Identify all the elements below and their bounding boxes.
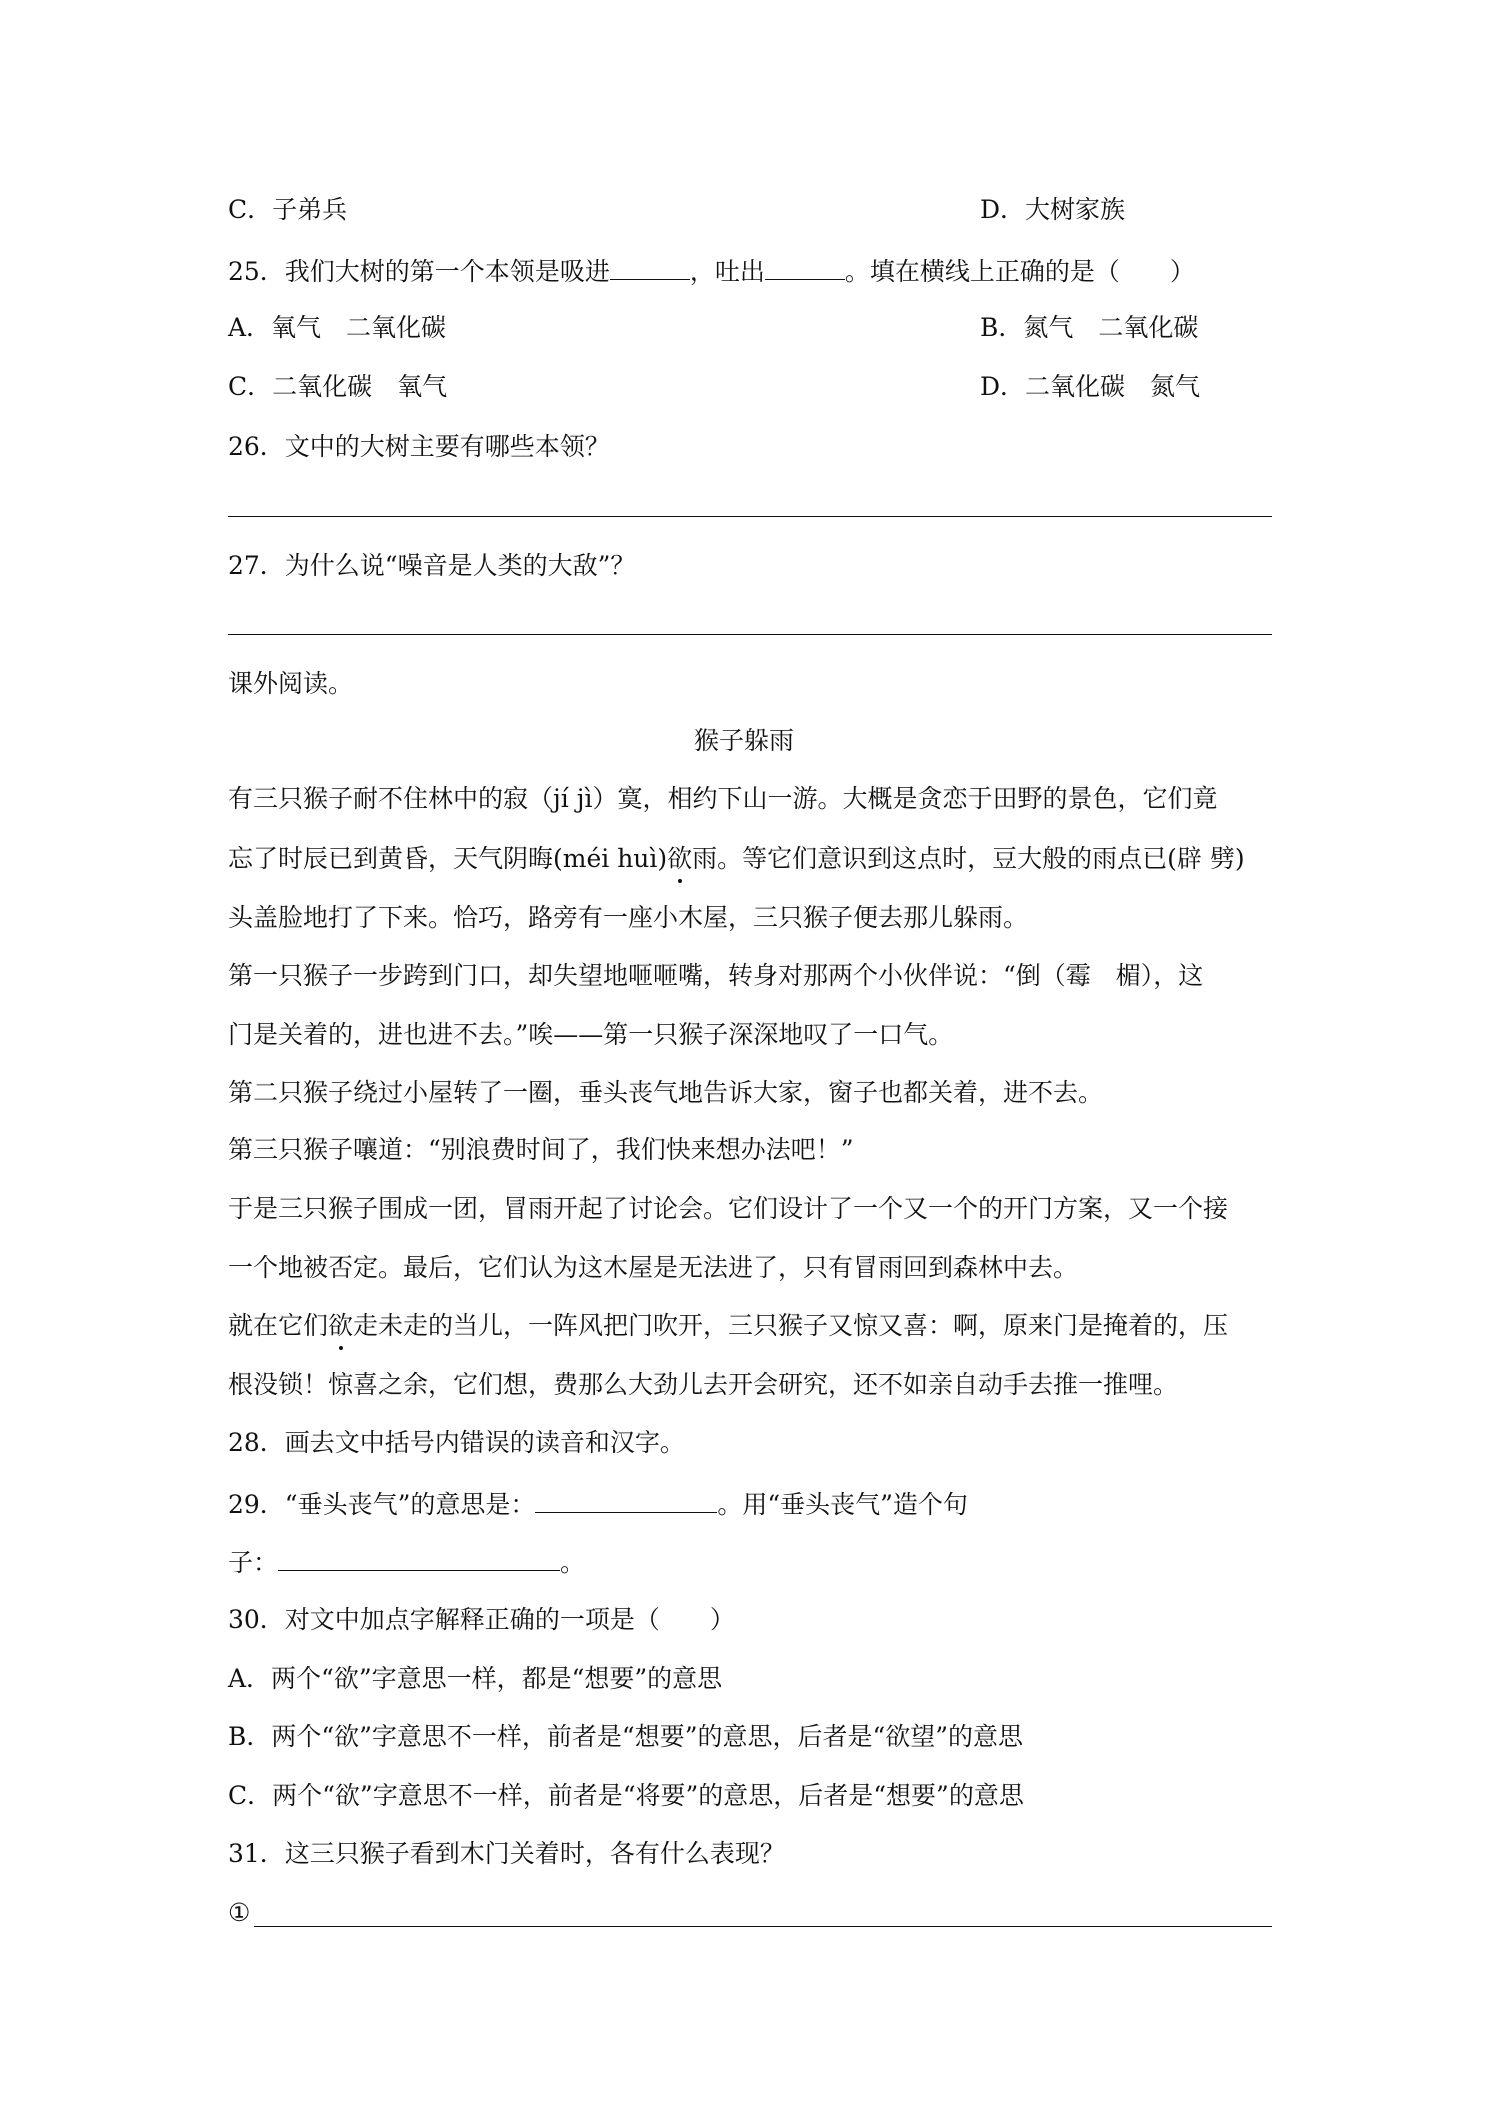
dotted-char-2: 欲 (328, 1311, 354, 1340)
q29-blank-sentence[interactable] (278, 1544, 560, 1571)
passage-line-1: 有三只猴子耐不住林中的寂（jí jì）寞，相约下山一游。大概是贪恋于田野的景色，它们竟 (228, 784, 1218, 813)
passage-line-5: 门是关着的，进也进不去。”唉——第一只猴子深深地叹了一口气。 (228, 1020, 954, 1049)
q30-option-b[interactable]: B．两个“欲”字意思不一样，前者是“想要”的意思，后者是“欲望”的意思 (228, 1722, 1024, 1751)
q24-option-d[interactable]: D．大树家族 (980, 195, 1126, 224)
q31-stem: 31．这三只猴子看到木门关着时，各有什么表现？ (228, 1839, 785, 1868)
q24-options-row (228, 194, 1126, 226)
q25-options-row-2 (228, 371, 1201, 403)
q29-stem-part-a: 29．“垂头丧气”的意思是： (228, 1490, 536, 1519)
q25-option-b[interactable]: B．氮气 二氧化碳 (980, 313, 1199, 342)
q29-stem-part-c: 子： (228, 1548, 279, 1577)
section-label: 课外阅读。 (228, 669, 354, 698)
q29-blank-meaning[interactable] (535, 1486, 717, 1513)
q31-answer-1-marker: ① (228, 1898, 251, 1927)
q30-option-a[interactable]: A．两个“欲”字意思一样，都是“想要”的意思 (228, 1664, 723, 1693)
q29-sentence-row (228, 1544, 585, 1579)
q29-stem (228, 1486, 968, 1521)
q26-stem: 26．文中的大树主要有哪些本领？ (228, 432, 610, 461)
passage-line-10-a: 就在它们 (228, 1311, 329, 1340)
passage-line-9: 一个地被否定。最后，它们认为这木屋是无法进了，只有冒雨回到森林中去。 (228, 1253, 1079, 1282)
passage-line-10 (228, 1310, 1228, 1342)
passage-line-2-b: 雨。等它们意识到这点时，豆大般的雨点已(辟 劈) (692, 844, 1245, 873)
q25-stem-part-b: ，吐出 (689, 257, 765, 286)
q30-option-c[interactable]: C．两个“欲”字意思不一样，前者是“将要”的意思，后者是“想要”的意思 (228, 1781, 1024, 1810)
passage-line-2-a: 忘了时辰已到黄昏，天气阴晦(méi huì) (228, 844, 668, 873)
passage-line-3: 头盖脸地打了下来。恰巧，路旁有一座小木屋，三只猴子便去那儿躲雨。 (228, 903, 1029, 932)
q30-stem: 30．对文中加点字解释正确的一项是（ ） (228, 1605, 735, 1634)
q27-answer-line[interactable] (228, 634, 1272, 635)
q25-blank-1[interactable] (610, 253, 690, 280)
q25-stem-part-c: 。填在横线上正确的是（ ） (844, 257, 1195, 286)
passage-line-7: 第三只猴子嚷道：“别浪费时间了，我们快来想办法吧！” (228, 1135, 854, 1164)
q25-option-c[interactable]: C．二氧化碳 氧气 (228, 372, 448, 401)
passage-title: 猴子躲雨 (693, 726, 794, 755)
passage-line-8: 于是三只猴子围成一团，冒雨开起了讨论会。它们设计了一个又一个的开门方案，又一个接 (228, 1194, 1229, 1223)
q25-blank-2[interactable] (765, 253, 845, 280)
q29-stem-part-d: 。 (560, 1548, 586, 1577)
q27-stem: 27．为什么说“噪音是人类的大敌”？ (228, 551, 636, 580)
dotted-char-1: 欲 (667, 844, 693, 873)
passage-line-4: 第一只猴子一步跨到门口，却失望地咂咂嘴，转身对那两个小伙伴说：“倒（霉 楣），这 (228, 961, 1204, 990)
passage-line-6: 第二只猴子绕过小屋转了一圈，垂头丧气地告诉大家，窗子也都关着，进不去。 (228, 1078, 1104, 1107)
passage-line-10-b: 走未走的当儿，一阵风把门吹开，三只猴子又惊又喜：啊，原来门是掩着的，压 (353, 1311, 1229, 1340)
q31-answer-line-1[interactable] (254, 1926, 1272, 1927)
q25-stem (228, 253, 1195, 288)
q25-stem-part-a: 25．我们大树的第一个本领是吸进 (228, 257, 610, 286)
q25-option-d[interactable]: D．二氧化碳 氮气 (980, 372, 1201, 401)
q28-stem: 28．画去文中括号内错误的读音和汉字。 (228, 1428, 685, 1457)
passage-line-11: 根没锁！惊喜之余，它们想，费那么大劲儿去开会研究，还不如亲自动手去推一推哩。 (228, 1370, 1179, 1399)
passage-line-2 (228, 843, 1245, 875)
q25-options-row-1 (228, 312, 1199, 344)
q25-option-a[interactable]: A．氧气 二氧化碳 (228, 313, 447, 342)
q29-stem-part-b: 。用“垂头丧气”造个句 (717, 1490, 968, 1519)
q26-answer-line[interactable] (228, 516, 1272, 517)
q24-option-c[interactable]: C．子弟兵 (228, 195, 348, 224)
